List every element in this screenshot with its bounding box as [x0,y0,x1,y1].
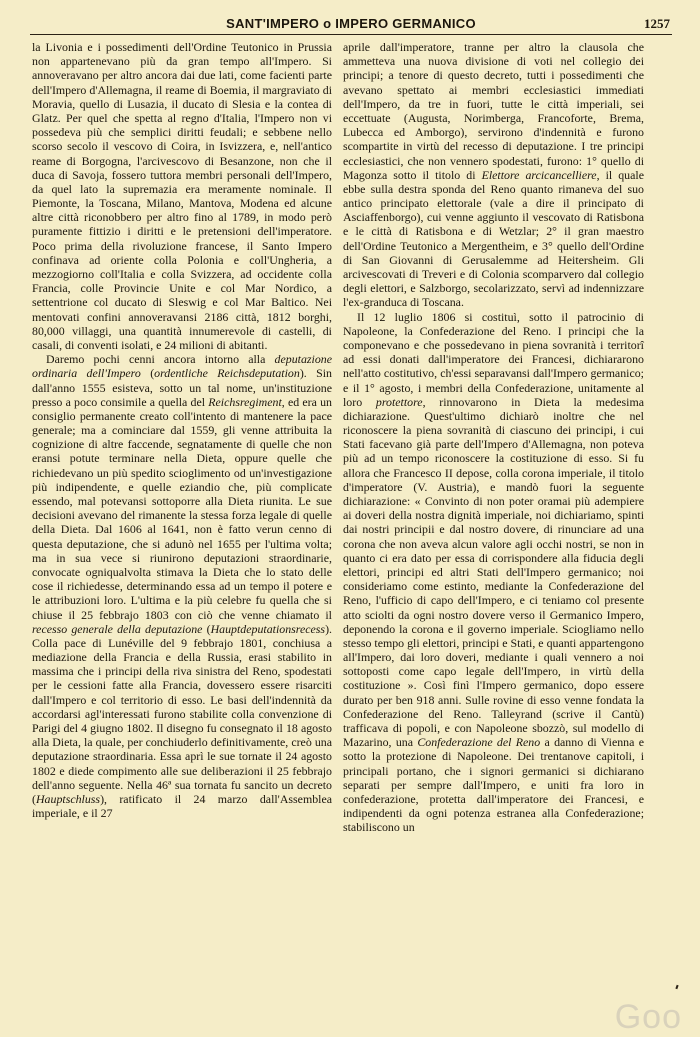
running-title: SANT'IMPERO o IMPERO GERMANICO [226,16,476,31]
italic-term: deputazione ordinaria dell'Impero [32,352,332,381]
paragraph-confederazione [343,310,644,835]
text-run: ). Colla pace di Lunéville del 9 febbrajo 1801, conchiusa a mediazione della Francia e della Russia, erasi stabilito in massima che i principi della riva sinistra del Reno, spodestati per le cessioni fatte alla Francia, dovessero essere risarciti dall'Impero e col territorio di esso. Le basi dell'indennità da accordarsi agl'interessati furono stabilite colla convenzione di Parigi del 4 giugno 1802. Il disegno fu consegnato il 18 agosto alla Dieta, la quale, per conchiuderlo definitivamente, creò una deputazione straordinaria. Essa aprì le sue tornate il 24 agosto 1802 e diede compimento alle sue deliberazioni il 25 febbrajo dell'anno seguente. Nella 46ª sua tornata fu sancito un decreto ( [32,621,332,806]
italic-term: Reichsregiment [208,394,282,409]
text-run: Daremo pochi cenni ancora intorno alla [46,352,275,367]
paragraph-recesso [343,40,644,310]
scan-watermark: Goo [614,998,682,1036]
italic-term: Confederazione del Reno [417,735,541,750]
running-header [30,14,672,35]
left-column [32,40,332,820]
text-run: ( [202,621,211,636]
text-run: ( [140,366,155,381]
italic-term: Hauptdeputationsrecess [210,621,326,636]
ink-speck [675,985,678,989]
text-run: , ed era un consiglio permanente creato coll'intento di mantenere la pace generale; ma a cominciare dal 1559, gli venne attribuita la cognizione di altre faccende, segnatamente di quelle che non eransi potute terminare nella Dieta, oppure quelle che richiedevano un più spedito scioglimento od un'investigazione più indipendente, e quelle eziandio che, più complicate essendo, mal potevansi sottoporre alla Dieta riunita. Le sue decisioni avevano del rimanente la stessa forza legale di quelle della Dieta. Dal 1606 al 1641, non è fatto verun cenno di questa deputazione, che si adunò nel 1655 per l'ultima volta; ma in sua vece si riunirono deputazioni straordinarie, convocate ogniqualvolta stimava la Dieta che lo stato delle cose il richiedesse, determinando essa ad un tempo il potere e le attribuzioni loro. L'ultima e la più celebre fu quella che si chiuse il 25 febbrajo 1803 con ciò che venne chiamato il [32,394,332,622]
paragraph-deputazione [32,352,332,820]
italic-term: protettore [375,394,423,409]
text-run: a danno di Vienna e sotto la protezione di Napoleone. Dei trentanove capitoli, i principali portano, che i signori germanici si dichiarano separati per sempre dall'Impero, e uniti fra loro in confederazione, protetta dall'imperatore dei Francesi, e indipendenti da ogni potenza estranea alla Confederazione; stabiliscono un [343,735,644,835]
italic-term: Hauptschluss [35,791,101,806]
text-run: ). Sin dall'anno 1555 esisteva, sotto un tal nome, un'instituzione presso a poco consimile a quella del [32,366,332,409]
paragraph-confini: la Livonia e i possedimenti dell'Ordine Teutonico in Prussia non appartenevano più da gran tempo all'Impero. Si annoveravano per altro ancora dai due lati, come facienti parte dell'Impero d'Allemagna, il reame di Boemia, il margraviato di Moravia, quello di Lusazia, il ducato di Slesia e la contea di Glatz. Per quel che spetta al regno d'Italia, l'Impero non vi possedeva più che semplici diritti feudali; e sebbene nello scorso secolo il vescovo di Coira, in Isvizzera, e, nell'antico reame di Borgogna, l'arcivescovo di Besanzone, non che il duca di Savoja, fossero tuttora membri personali dell'Impero, da quel lato la supremazia era meramente nominale. Il Piemonte, la Toscana, Milano, Mantova, Modena ed alcune altre città riconobbero per altro fino al 1789, in modo però puramente fittizio i diritti e le pretensioni dell'imperatore. Poco prima della rivoluzione francese, il Santo Impero confinava ad oriente colla Polonia e coll'Ungheria, a mezzogiorno coll'Italia e colla Svizzera, ad occidente colla Francia, colle Provincie Unite e col Mar Nordico, a settentrione col ducato di Sleswig e col Mar Baltico. Nei mentovati confini annoveravansi 2186 città, 1812 borghi, 80,000 villaggi, una quantità innumerevole di castelli, di casali, di conventi isolati, e 24 milioni di abitanti. [32,40,332,352]
italic-term: Elettore arcicancelliere [481,167,597,182]
text-run: Il 12 luglio 1806 si costituì, sotto il patrocinio di Napoleone, la Confederazione del Reno. I principi che la componevano e che possedevano in piena sovranità i territorî ad essi donati dall'imperatore dei Francesi, dichiararono nell'atto costitutivo, ch'essi separavansi dall'Impero germanico; e il 1° agosto, i membri della Confederazione, unitamente al loro [343,309,644,409]
text-run: ), ratificato il 24 marzo dall'Assemblea imperiale, e il 27 [32,791,332,821]
italic-term: ordentliche Reichsdeputation [154,366,300,381]
right-column [343,40,644,835]
italic-term: recesso generale della deputazione [32,621,203,636]
text-run: , rinnovarono in Dieta la medesima dichiarazione. Quest'ultimo dichiarò inoltre che nel riconoscere la piena sovranità di ciascuno dei principi, i cui Stati facevano già parte dell'Impero d'Allemagna, non poteva più ad un tempo riconoscere la costituzione di esso. Si fu allora che Francesco II depose, colla corona imperiale, il titolo d'imperatore (V. Austria), e mandò fuori la seguente dichiarazione: « Convinto di non poter oramai più adempiere ai doveri della nostra dignità imperiale, noi dichiariamo, spinti dai nostri principii e dal nostro dovere, di rinunciare ad una corona che non aveva alcun valore agli occhi nostri, se non in quanto ci era dato per essa di corrispondere alla fiducia degli elettori, principi ed altri Stati dell'Impero germanico; noi consideriamo come estinto, mediante la Confederazione del Reno, l'ufficio di capo dell'Impero, e ci teniamo col presente atto sciolti da ogni nostro dovere verso il Germanico Impero, deponendo la corona e il governo imperiale. Sciogliamo nello stesso tempo gli elettori, principi e Stati, e quanti appartengono all'Impero, dai loro doveri, mediante i quali vennero a noi sottoposti come capo legale dell'Impero, in virtù della costituzione ». Così finì l'Impero germanico, dopo essere durato per ben 918 anni. Sulle rovine di esso venne fondata la Confederazione del Reno. Talleyrand (scrive il Cantù) trafficava di popoli, e con Napoleone sbozzò, sul modello di Mazarino, una [343,394,644,750]
page-number: 1257 [644,16,670,31]
text-run: , il quale ebbe sulla destra sponda del Reno quanto rimaneva del suo antico principato elettorale (vale a dire il principato di Asciaffenborgo), cui venne aggiunto il vescovato di Ratisbona e le città di Ratisbona e di Wetzlar; 2° il gran maestro dell'Ordine Teutonico a Mergentheim, e 3° quello dell'Ordine di San Giovanni di Gerusalemme ad Heitersheim. Gli arcivescovati di Treveri e di Colonia scomparvero dal collegio degli elettori, e Salzborgo, secolarizzato, servì ad indennizzare l'ex-granduca di Toscana. [343,167,644,310]
text-run: aprile dall'imperatore, tranne per altro la clausola che ammetteva una nuova divisione di voti nel collegio dei principi; a tenore di questo decreto, tutti i possedimenti che avevano spettato ai membri ecclesiastici immediati dell'Impero, da tre in fuori, tutte le città imperiali, sei eccettuate (Augusta, Norimberga, Francoforte, Brema, Lubecca ed Amborgo), servirono d'indennità e furono scompartite in virtù del recesso di deputazione. I tre principi ecclesiastici, che non vennero spodestati, furono: 1° quello di Magonza sotto il titolo di [343,40,644,182]
